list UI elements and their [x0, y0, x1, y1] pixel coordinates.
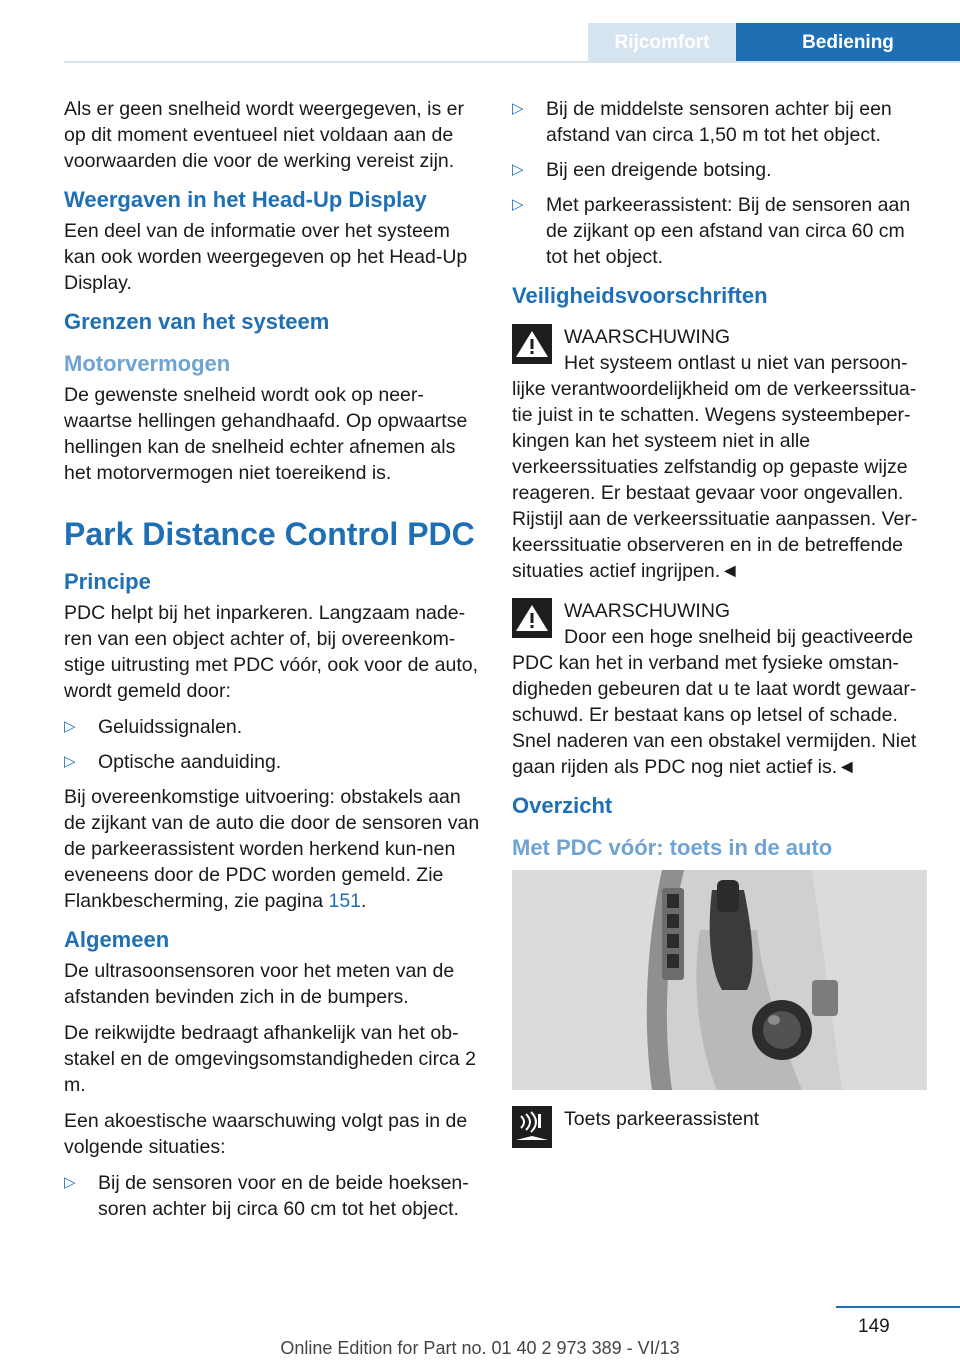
paragraph-general-1: De ultrasoonsensoren voor het meten van de afstanden bevinden zich in de bumpers. — [64, 960, 455, 1008]
signal-list — [64, 714, 480, 775]
warning-first-line: Door een hoge snelheid bij geactiveerde — [564, 626, 914, 648]
warning-title: WAARSCHUWING — [564, 326, 731, 348]
header-rule — [64, 61, 960, 63]
heading-general: Algemeen — [64, 927, 170, 952]
triangle-right-outline-icon: ▷ — [64, 1174, 76, 1191]
warning-body: PDC kan het in verband met fysieke omstan-digheden gebeuren dat u te laat wordt gewaar-schuwd. Er bestaat kans op letsel of schade. Snel naderen van een obstakel vermijden. Niet gaan rijden als PDC nog niet actief is.◄ — [512, 652, 917, 778]
triangle-right-outline-icon: ▷ — [512, 196, 524, 213]
header-section: Rijcomfort — [588, 23, 736, 62]
list-item: ▷ Bij een dreigende botsing. — [512, 159, 772, 181]
warning-body: lijke verantwoordelijkheid om de verkeerssitua-tie juist in te schatten. Wegens systeembeper-kingen kan het systeem niet in alle verkeerssituaties zelfstandig op gepaste wijze reageren. Er bestaat gevaar voor ongevallen. Rijstijl aan de verkeerssituatie aanpassen. Ver-keerssituatie observeren en in de betreffende situaties actief ingrijpen.◄ — [512, 378, 918, 582]
heading-hud: Weergaven in het Head-Up Display — [64, 187, 427, 212]
warning-triangle-icon — [512, 598, 552, 638]
header-chapter: Bediening — [736, 23, 960, 62]
paragraph-no-speed: Als er geen snelheid wordt weergegeven, is er op dit moment eventueel niet voldaan aan de voorwaarden die voor de werking vereist zijn. — [64, 98, 464, 172]
triangle-right-outline-icon: ▷ — [512, 100, 524, 117]
paragraph-general-2: De reikwijdte bedraagt afhankelijk van het ob-stakel en de omgevingsomstandigheden circa 2 m. — [64, 1022, 476, 1096]
page-number: 149 — [858, 1316, 890, 1337]
heading-principle: Principe — [64, 569, 151, 594]
right-column — [512, 96, 928, 1148]
caption-text: Toets parkeerassistent — [564, 1108, 760, 1130]
heading-system-limits: Grenzen van het systeem — [64, 309, 330, 334]
list-item: ▷ Met parkeerassistent: Bij de sensoren aan de zijkant op een afstand van circa 60 cm tot het object. — [512, 194, 911, 268]
page-header — [588, 23, 960, 62]
page-link-151[interactable]: 151 — [328, 890, 362, 912]
park-assist-button-icon — [512, 1106, 552, 1148]
warning-situations-list-cont — [512, 96, 928, 270]
list-item: ▷ Bij de sensoren voor en de beide hoeksen-soren achter bij circa 60 cm tot het object. — [64, 1172, 469, 1220]
center-console-photo — [512, 870, 927, 1090]
triangle-right-outline-icon: ▷ — [64, 718, 76, 735]
triangle-right-outline-icon: ▷ — [64, 753, 76, 770]
edition-footer: Online Edition for Part no. 01 40 2 973 389 - VI/13 — [280, 1338, 680, 1358]
paragraph-hud: Een deel van de informatie over het systeem kan ook worden weergegeven op het Head-Up Display. — [64, 220, 468, 294]
warning-triangle-icon — [512, 324, 552, 364]
heading-engine-power: Motorvermogen — [64, 351, 231, 376]
warning-box-2 — [512, 598, 928, 780]
figure-caption — [512, 1106, 928, 1148]
paragraph-engine-power: De gewenste snelheid wordt ook op neer-waartse hellingen gehandhaafd. Op opwaartse hellingen kan de snelheid echter afnemen als het motorvermogen niet toereikend is. — [64, 384, 468, 484]
heading-pdc: Park Distance Control PDC — [64, 516, 475, 552]
list-item: ▷ Optische aanduiding. — [64, 751, 282, 773]
triangle-right-outline-icon: ▷ — [512, 161, 524, 178]
paragraph-general-3: Een akoestische waarschuwing volgt pas in de volgende situaties: — [64, 1110, 468, 1158]
heading-safety: Veiligheidsvoorschriften — [512, 283, 768, 308]
list-item: ▷ Bij de middelste sensoren achter bij een afstand van circa 1,50 m tot het object. — [512, 98, 892, 146]
warning-box-1 — [512, 324, 928, 584]
warning-first-line: Het systeem ontlast u niet van persoon- — [564, 352, 908, 374]
list-item: ▷ Geluidssignalen. — [64, 716, 243, 738]
paragraph-principle: PDC helpt bij het inparkeren. Langzaam nade-ren van een object achter of, bij overeenkom-stige uitrusting met PDC vóór, ook voor de auto, wordt gemeld door: — [64, 602, 479, 702]
heading-overview: Overzicht — [512, 793, 613, 818]
heading-front-pdc: Met PDC vóór: toets in de auto — [512, 835, 833, 860]
paragraph-flank: Bij overeenkomstige uitvoering: obstakels aan de zijkant van de auto die door de sensoren van de parkeerassistent worden herkend kun-nen eveneens door de PDC worden gemeld. Zie Flankbescherming, zie pagina 151. — [64, 786, 480, 912]
page-number-rule — [836, 1306, 960, 1308]
warning-situations-list — [64, 1170, 480, 1222]
left-column — [64, 96, 480, 1231]
warning-title: WAARSCHUWING — [564, 600, 731, 622]
